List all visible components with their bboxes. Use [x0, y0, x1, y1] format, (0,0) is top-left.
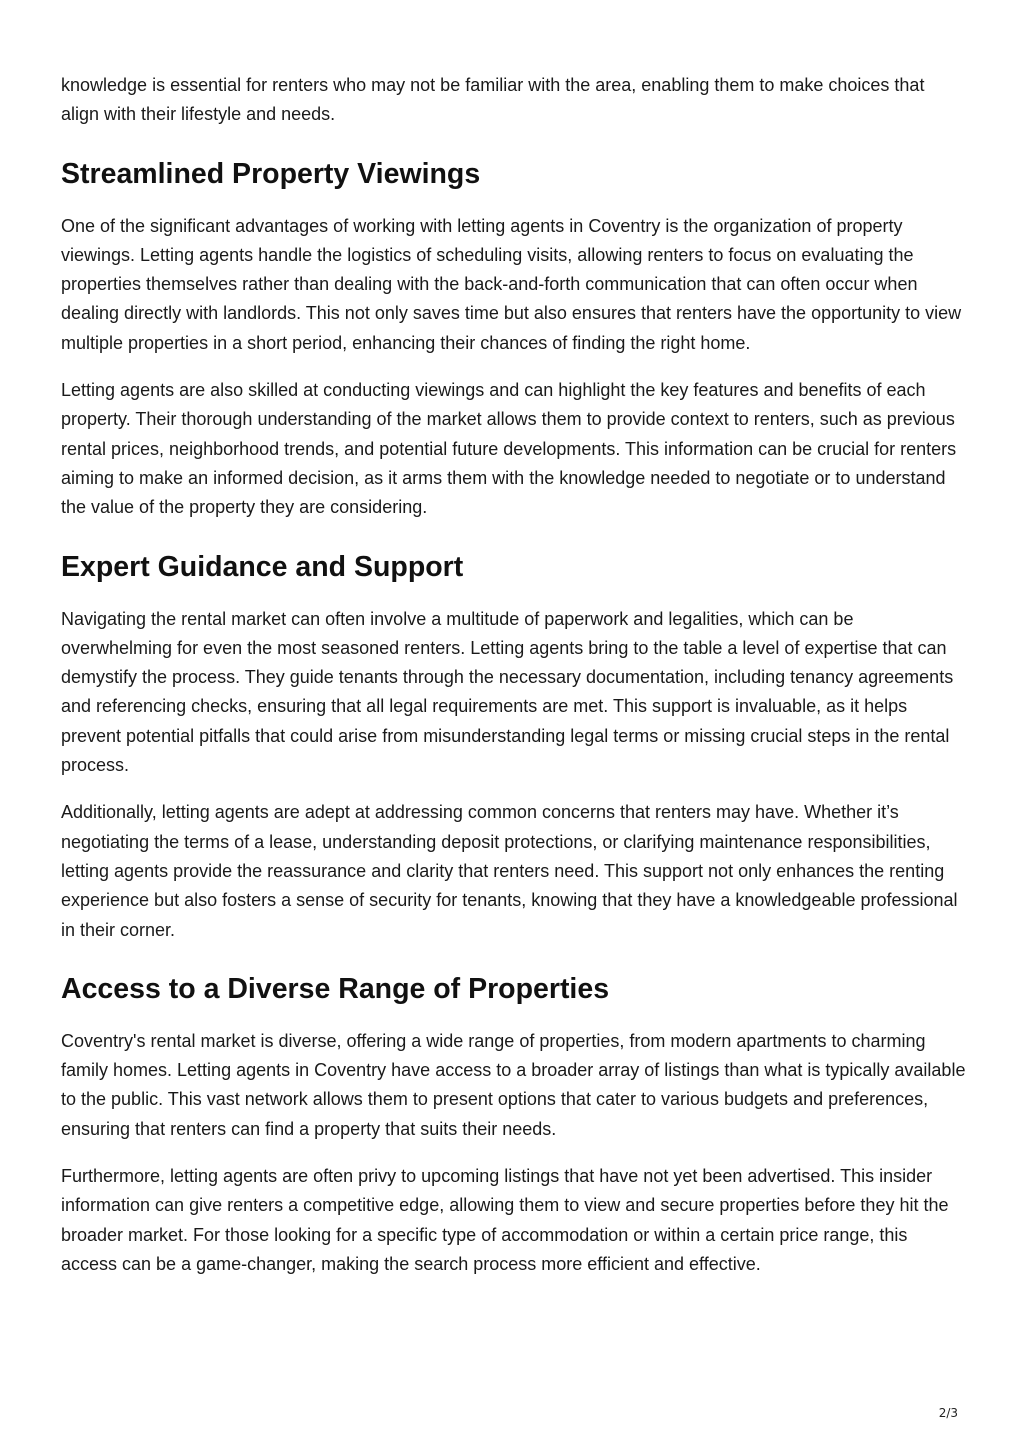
section-streamlined-property-viewings — [61, 157, 966, 523]
section-expert-guidance-and-support — [61, 550, 966, 945]
paragraph: Additionally, letting agents are adept at addressing common concerns that renters may have. Whether it’s negotiating the terms of a lease, understanding deposit protections, or clarifying maintenance responsibilities, letting agents provide the reassurance and clarity that renters need. This support not only enhances the renting experience but also fosters a sense of security for tenants, knowing that they have a knowledgeable professional in their corner. — [61, 802, 958, 940]
paragraph: Navigating the rental market can often involve a multitude of paperwork and legalities, which can be overwhelming for even the most seasoned renters. Letting agents bring to the table a level of expertise that can demystify the process. They guide tenants through the necessary documentation, including tenancy agreements and referencing checks, ensuring that all legal requirements are met. This support is invaluable, as it helps prevent potential pitfalls that could arise from misunderstanding legal terms or missing crucial steps in the rental process. — [61, 608, 954, 776]
section-heading: Expert Guidance and Support — [61, 550, 464, 583]
section-access-to-diverse-range-of-properties — [61, 972, 966, 1279]
document-page — [61, 71, 966, 1297]
paragraph: Letting agents are also skilled at conducting viewings and can highlight the key features and benefits of each property. Their thorough understanding of the market allows them to provide context to renters, such as previous rental prices, neighborhood trends, and potential future developments. This information can be crucial for renters aiming to make an informed decision, as it arms them with the knowledge needed to negotiate or to understand the value of the property they are considering. — [61, 380, 957, 518]
section-heading: Access to a Diverse Range of Properties — [61, 972, 610, 1005]
intro-paragraph: knowledge is essential for renters who may not be familiar with the area, enabling them to make choices that align with their lifestyle and needs. — [61, 75, 925, 125]
paragraph: One of the significant advantages of working with letting agents in Coventry is the organization of property viewings. Letting agents handle the logistics of scheduling visits, allowing renters to focus on evaluating the properties themselves rather than dealing with the back-and-forth communication that can often occur when dealing directly with landlords. This not only saves time but also ensures that renters have the opportunity to view multiple properties in a short period, enhancing their chances of finding the right home. — [61, 215, 962, 353]
paragraph: Coventry's rental market is diverse, offering a wide range of properties, from modern apartments to charming family homes. Letting agents in Coventry have access to a broader array of listings than what is typically available to the public. This vast network allows them to present options that cater to various budgets and preferences, ensuring that renters can find a property that suits their needs. — [61, 1030, 966, 1139]
section-heading: Streamlined Property Viewings — [61, 157, 481, 190]
page-number: 2/3 — [938, 1406, 958, 1420]
paragraph: Furthermore, letting agents are often privy to upcoming listings that have not yet been advertised. This insider information can give renters a competitive edge, allowing them to view and secure properties before they hit the broader market. For those looking for a specific type of accommodation or within a certain price range, this access can be a game-changer, making the search process more efficient and effective. — [61, 1166, 949, 1274]
